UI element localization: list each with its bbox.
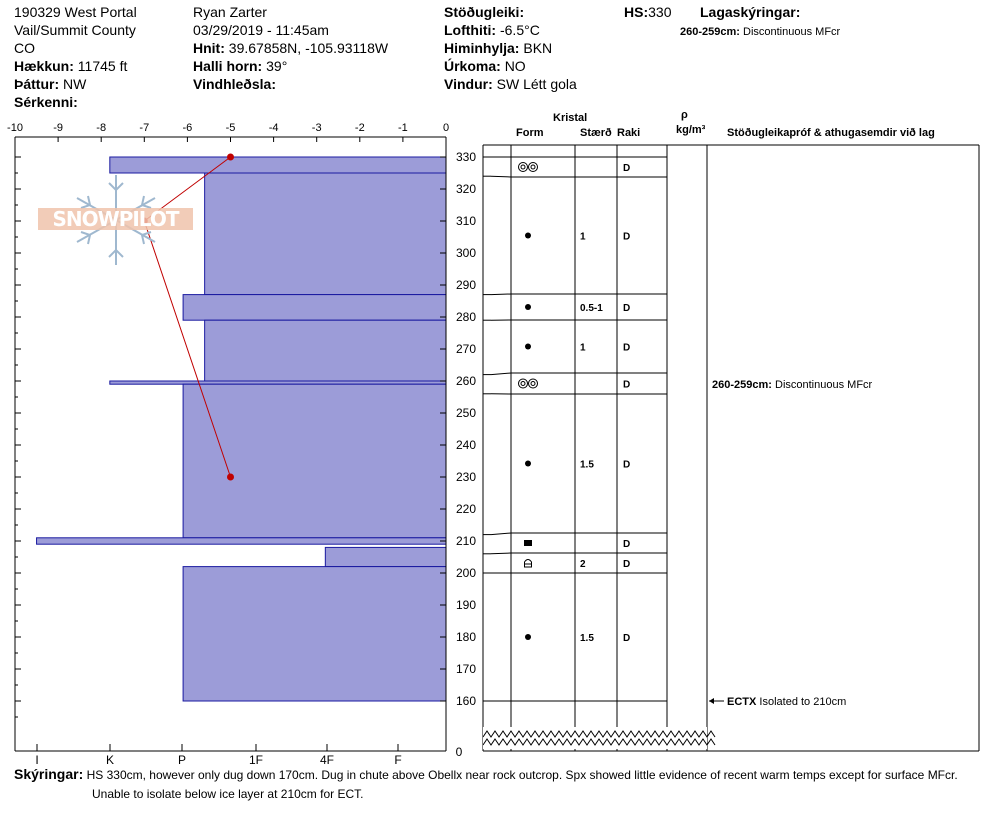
hs-value: 330 [648, 4, 672, 20]
depth-tick-label: 200 [455, 566, 477, 580]
crust-ring [529, 379, 538, 388]
temperature-tick-label: -9 [53, 122, 63, 134]
test-result-arrowhead [709, 698, 714, 704]
rho-header: ρ [681, 109, 688, 121]
precip-particle-icon [525, 461, 531, 467]
hardness-bar [183, 384, 446, 538]
layer-moisture: D [623, 459, 631, 471]
temperature-point [227, 154, 234, 161]
coords-value: 39.67858N, -105.93118W [228, 40, 389, 56]
depth-tick-label: 300 [455, 246, 477, 260]
hardness-tick-label: 4F [319, 753, 335, 767]
temperature-tick-label: -1 [398, 122, 408, 134]
depth-tick-label: 330 [455, 150, 477, 164]
depth-tick-label: 170 [455, 662, 477, 676]
form-header: Form [516, 127, 544, 139]
layer-depth-connector [491, 373, 511, 375]
hardness-tick-label: 1F [248, 753, 264, 767]
layer-depth-connector [491, 533, 511, 535]
hardness-bar [183, 567, 446, 701]
layer-notes-label: Lagaskýringar: [700, 4, 801, 20]
state: CO [14, 40, 35, 56]
hardness-bar [37, 538, 446, 544]
hardness-bar [183, 295, 446, 321]
temperature-tick-label: -7 [139, 122, 150, 134]
hardness-bar [205, 173, 446, 295]
elevation-value: 11745 ft [77, 58, 128, 74]
depth-tick-label: 320 [455, 182, 477, 196]
temperature-tick-label: -8 [96, 122, 107, 134]
hardness-bar [205, 320, 446, 381]
comments-row-1 [14, 766, 958, 784]
temperature-tick-label: -10 [7, 122, 23, 134]
crust-ring [519, 163, 528, 172]
datetime: 03/29/2019 - 11:45am [193, 22, 329, 38]
hardness-tick-label: P [177, 753, 187, 767]
layer-note-right-text: Discontinuous MFcr [775, 379, 873, 391]
depth-tick-label: 160 [455, 694, 477, 708]
depth-tick-label: 310 [455, 214, 477, 228]
precip-particle-icon [525, 634, 531, 640]
layer-moisture: D [623, 342, 631, 354]
moisture-header: Raki [617, 127, 641, 139]
depth-tick-label: 260 [455, 374, 477, 388]
depth-tick-label: 220 [455, 502, 477, 516]
snowpilot-watermark [38, 170, 193, 270]
depth-tick-label: 270 [455, 342, 477, 356]
comments-line-1: HS 330cm, however only dug down 170cm. Dug in chute above Obellx near rock outcrop. Spx showed little evidence of recent warm temps except for surface MFcr. [86, 768, 958, 782]
depth-tick-label: 280 [455, 310, 477, 324]
layer-size: 1 [580, 342, 586, 354]
layer-moisture: D [623, 559, 631, 570]
layer-moisture: D [623, 633, 631, 644]
hardness-bar [325, 547, 446, 566]
layer-note-right [712, 379, 873, 391]
layer-depth-connector [491, 294, 511, 295]
layer-depth-connector [491, 176, 511, 177]
layer-moisture: D [623, 303, 631, 314]
layer-size: 2 [580, 559, 586, 570]
test-result-note: Isolated to 210cm [759, 696, 847, 708]
aspect-value: NW [63, 76, 87, 92]
crystal-header: Kristal [553, 112, 588, 124]
ice-layer-icon [524, 540, 532, 546]
stability-label: Stöðugleiki: [444, 4, 525, 20]
layer-size: 1.5 [580, 459, 594, 471]
tests-header: Stöðugleikapróf & athugasemdir við lag [727, 127, 935, 139]
layer-size: 0.5-1 [580, 303, 603, 314]
layer-moisture: D [623, 379, 631, 391]
sky-value: BKN [523, 40, 553, 56]
watermark-text: SNOWPILOT [52, 207, 179, 231]
precip-particle-icon [525, 344, 531, 350]
hardness-tick-label: I [35, 753, 39, 767]
depth-hoar-icon [525, 560, 532, 568]
wind-load-label: Vindhleðsla: [193, 76, 276, 92]
temperature-tick-label: -2 [354, 122, 365, 134]
layer-moisture: D [623, 163, 631, 174]
temperature-tick-label: -6 [182, 122, 193, 134]
layer-size: 1 [580, 231, 586, 243]
features-label: Sérkenni: [14, 94, 78, 110]
crust-ring-inner [531, 382, 535, 386]
crust-ring-inner [531, 165, 535, 169]
layer-table [483, 145, 979, 751]
layer-note-right-depth: 260-259cm: [712, 379, 775, 391]
comments-label: Skýringar: [14, 766, 84, 782]
layer-depth-connector [491, 553, 511, 554]
depth-tick-label: 250 [455, 406, 477, 420]
melt-freeze-crust-icon [519, 379, 538, 388]
crust-ring-inner [521, 382, 525, 386]
aspect-label: Þáttur: [14, 76, 60, 92]
depth-tick-label: 230 [455, 470, 477, 484]
precip-particle-icon [525, 304, 531, 310]
airtemp-value: -6.5°C [499, 22, 540, 38]
layer-size: 1.5 [580, 633, 594, 644]
temperature-tick-label: 0 [442, 122, 450, 134]
wind-value: SW Létt gola [496, 76, 577, 92]
elevation-label: Hækkun: [14, 58, 74, 74]
crust-ring [519, 379, 528, 388]
site-name: 190329 West Portal [14, 4, 137, 20]
depth-tick-label: 180 [455, 630, 477, 644]
temperature-tick-label: -4 [268, 122, 279, 134]
crust-ring-inner [521, 165, 525, 169]
slope-value: 39° [266, 58, 288, 74]
region: Vail/Summit County [14, 22, 136, 38]
coords-label: Hnit: [193, 40, 225, 56]
slope-label: Halli horn: [193, 58, 263, 74]
hardness-tick-label: K [105, 753, 115, 767]
observer: Ryan Zarter [193, 4, 267, 20]
sky-label: Himinhylja: [444, 40, 520, 56]
hardness-tick-label: F [394, 753, 402, 767]
hs-label: HS: [624, 4, 649, 20]
test-result-code: ECTX [727, 696, 760, 708]
layer-note-text: Discontinuous MFcr [743, 26, 841, 38]
depth-tick-label: 210 [455, 534, 477, 548]
layer-note-depth: 260-259cm: [680, 26, 740, 38]
melt-freeze-crust-icon [519, 163, 538, 172]
wind-label: Vindur: [444, 76, 493, 92]
size-header: Stærð [580, 127, 612, 139]
temperature-point [227, 474, 234, 481]
depth-tick-label: 240 [455, 438, 477, 452]
airtemp-label: Lofthiti: [444, 22, 497, 38]
layer-moisture: D [623, 231, 631, 243]
density-unit-header: kg/m³ [676, 124, 706, 136]
depth-zero-label: 0 [455, 745, 463, 759]
comments-line-2: Unable to isolate below ice layer at 210cm for ECT. [92, 787, 364, 801]
temperature-tick-label: -3 [311, 122, 322, 134]
precip-particle-icon [525, 233, 531, 239]
depth-tick-label: 290 [455, 278, 477, 292]
crust-ring [529, 163, 538, 172]
test-result [727, 696, 846, 708]
depth-tick-label: 190 [455, 598, 477, 612]
temperature-tick-label: -5 [225, 122, 236, 134]
precip-label: Úrkoma: [444, 58, 501, 74]
precip-value: NO [504, 58, 526, 74]
layer-moisture: D [623, 539, 631, 550]
